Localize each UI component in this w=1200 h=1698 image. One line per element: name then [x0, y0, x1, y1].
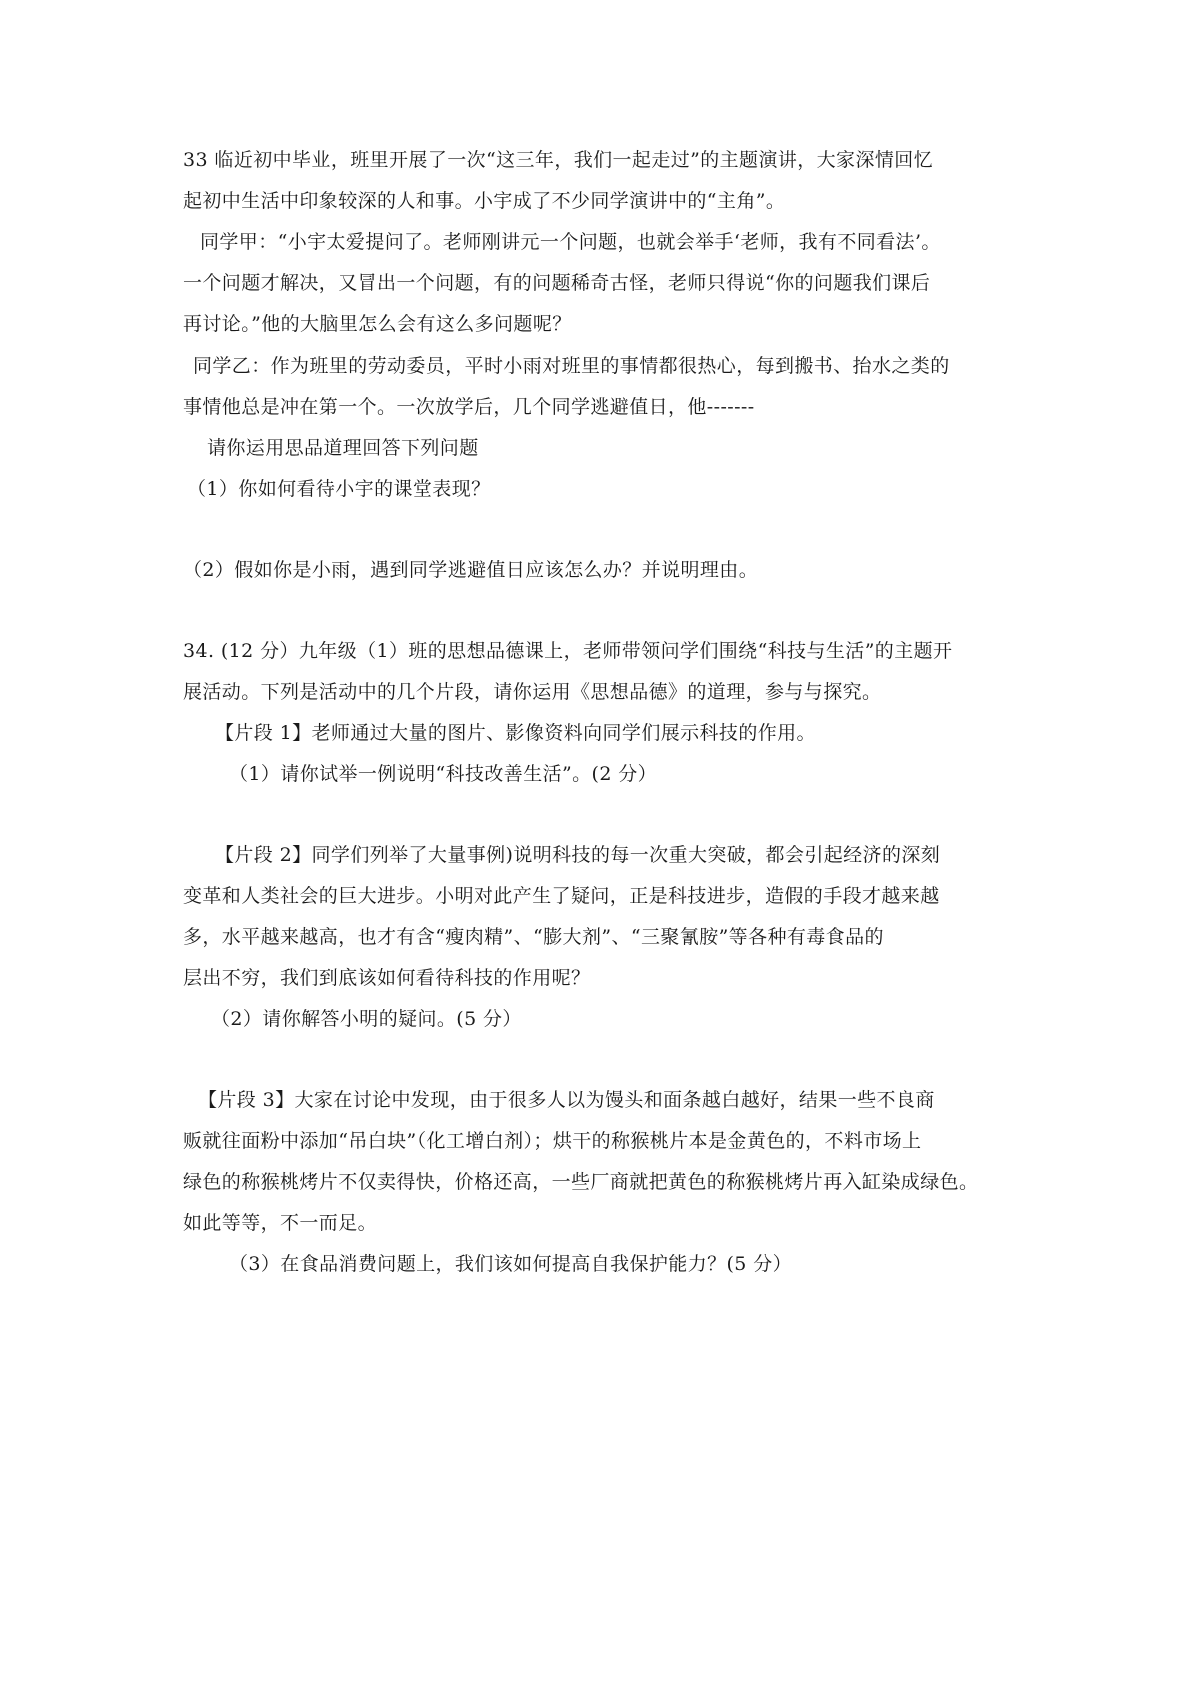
q33-student-b-line-2: 事情他总是冲在第一个。一次放学后，几个同学逃避值日，他------- — [183, 396, 755, 418]
q34-segment-3-line-1: 【片段 3】大家在讨论中发现，由于很多人以为馒头和面条越白越好，结果一些不良商 — [198, 1089, 935, 1111]
q33-student-a-line-1: 同学甲：“小宇太爱提问了。老师刚讲元一个问题，也就会举手‘老师，我有不同看法’。 — [200, 231, 941, 253]
q33-student-a-line-3: 再讨论。”他的大脑里怎么会有这么多问题呢？ — [183, 313, 572, 335]
q34-segment-1-question: （1）请你试举一例说明“科技改善生活”。(2 分） — [229, 763, 658, 785]
q33-intro-line-1: 33 临近初中毕业，班里开展了一次“这三年，我们一起走过”的主题演讲，大家深情回忆 — [183, 149, 934, 171]
q34-segment-2-line-2: 变革和人类社会的巨大进步。小明对此产生了疑问，正是科技进步，造假的手段才越来越 — [183, 885, 940, 907]
q34-segment-3-question: （3）在食品消费问题上，我们该如何提高自我保护能力？(5 分） — [229, 1253, 793, 1275]
q34-segment-3-line-4: 如此等等，不一而足。 — [183, 1212, 378, 1234]
q34-segment-1: 【片段 1】老师通过大量的图片、影像资料向同学们展示科技的作用。 — [215, 722, 816, 744]
q33-sub-question-2: （2）假如你是小雨，遇到同学逃避值日应该怎么办？并说明理由。 — [183, 559, 759, 581]
q34-intro-line-1: 34. (12 分）九年级（1）班的思想品德课上，老师带领问学们围绕“科技与生活”的主题开 — [183, 640, 953, 662]
q34-segment-2-question: （2）请你解答小明的疑问。(5 分） — [211, 1008, 522, 1030]
q34-segment-2-line-4: 层出不穷，我们到底该如何看待科技的作用呢？ — [183, 967, 591, 989]
q34-segment-3-line-3: 绿色的称猴桃烤片不仅卖得快，价格还高，一些厂商就把黄色的称猴桃烤片再入缸染成绿色。 — [183, 1171, 979, 1193]
q33-student-b-line-1: 同学乙：作为班里的劳动委员，平时小雨对班里的事情都很热心，每到搬书、抬水之类的 — [193, 355, 950, 377]
q34-segment-2-line-3: 多，水平越来越高，也才有含“瘦肉精”、“膨大剂”、“三聚氰胺”等各种有毒食品的 — [183, 926, 884, 948]
q33-sub-question-1: （1）你如何看待小宇的课堂表现？ — [187, 478, 491, 500]
q33-intro-line-2: 起初中生活中印象较深的人和事。小宇成了不少同学演讲中的“主角”。 — [183, 190, 786, 212]
q33-student-a-line-2: 一个问题才解决，又冒出一个问题，有的问题稀奇古怪，老师只得说“你的问题我们课后 — [183, 272, 931, 294]
q34-segment-3-line-2: 贩就往面粉中添加“吊白块”（化工增白剂）；烘干的称猴桃片本是金黄色的，不料市场上 — [183, 1130, 922, 1152]
q34-intro-line-2: 展活动。下列是活动中的几个片段，请你运用《思想品德》的道理，参与与探究。 — [183, 681, 882, 703]
q34-segment-2-line-1: 【片段 2】同学们列举了大量事例)说明科技的每一次重大突破，都会引起经济的深刻 — [215, 844, 941, 866]
q33-instruction: 请你运用思品道理回答下列问题 — [207, 437, 479, 459]
